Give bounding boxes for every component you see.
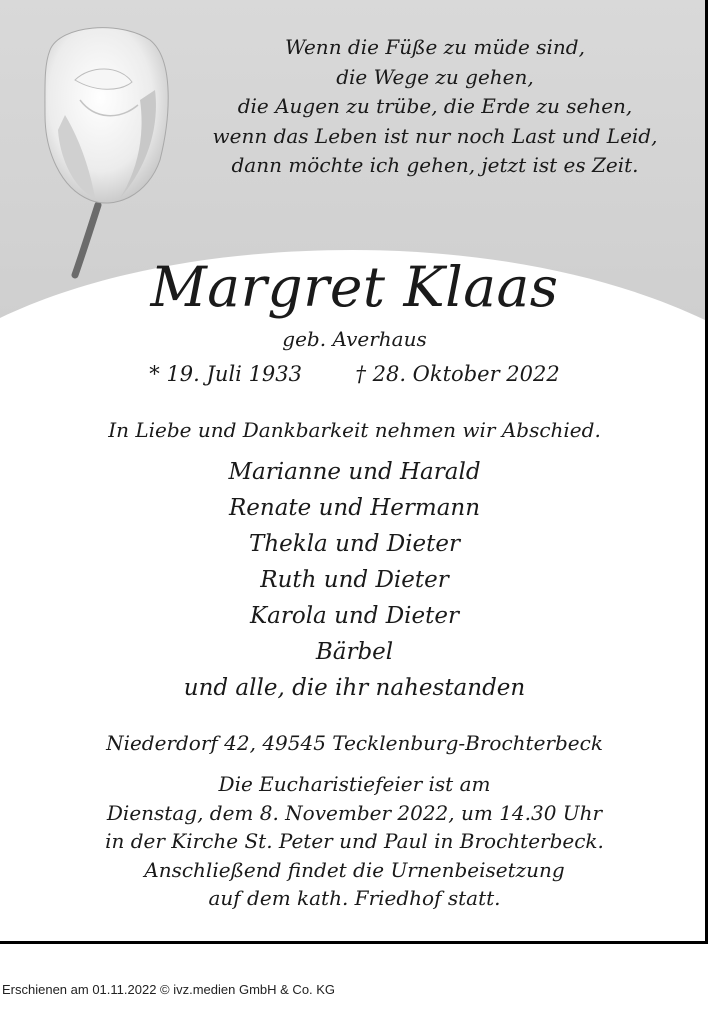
poem-line: dann möchte ich gehen, jetzt ist es Zeit. bbox=[231, 153, 639, 177]
mourner: Bärbel bbox=[315, 639, 394, 665]
mourner: Marianne und Harald bbox=[228, 459, 481, 485]
birth-date: * 19. Juli 1933 bbox=[149, 362, 303, 386]
mourner: Ruth und Dieter bbox=[260, 567, 449, 593]
service-line: Anschließend findet die Urnenbeisetzung bbox=[144, 857, 565, 882]
poem bbox=[195, 33, 675, 181]
poem-line: Wenn die Füße zu müde sind, bbox=[285, 35, 585, 59]
poem-line: die Wege zu gehen, bbox=[336, 64, 534, 89]
service-line: Dienstag, dem 8. November 2022, um 14.30 Uhr bbox=[106, 800, 603, 825]
farewell-text: In Liebe und Dankbarkeit nehmen wir Abschied. bbox=[108, 418, 601, 442]
mourner: und alle, die ihr nahestanden bbox=[183, 675, 526, 701]
mourners-list bbox=[0, 454, 708, 706]
service-line: Die Eucharistiefeier ist am bbox=[218, 772, 491, 796]
birth-name: geb. Averhaus bbox=[282, 327, 427, 351]
service-line: in der Kirche St. Peter und Paul in Brochterbeck. bbox=[105, 829, 604, 853]
publication-footer: Erschienen am 01.11.2022 © ivz.medien GmbH & Co. KG bbox=[2, 982, 336, 997]
mourner: Thekla und Dieter bbox=[249, 531, 460, 557]
poem-line: wenn das Leben ist nur noch Last und Leid, bbox=[212, 123, 658, 148]
deceased-name: Margret Klaas bbox=[150, 255, 559, 319]
mourner: Karola und Dieter bbox=[249, 603, 460, 629]
mourner: Renate und Hermann bbox=[228, 495, 481, 521]
address: Niederdorf 42, 49545 Tecklenburg-Brochterbeck bbox=[106, 731, 603, 755]
service-line: auf dem kath. Friedhof statt. bbox=[208, 886, 501, 910]
service-info bbox=[0, 770, 708, 913]
poem-line: die Augen zu trübe, die Erde zu sehen, bbox=[237, 94, 633, 118]
death-date: † 28. Oktober 2022 bbox=[355, 362, 560, 386]
life-dates bbox=[0, 359, 708, 389]
rose-image bbox=[20, 20, 210, 280]
